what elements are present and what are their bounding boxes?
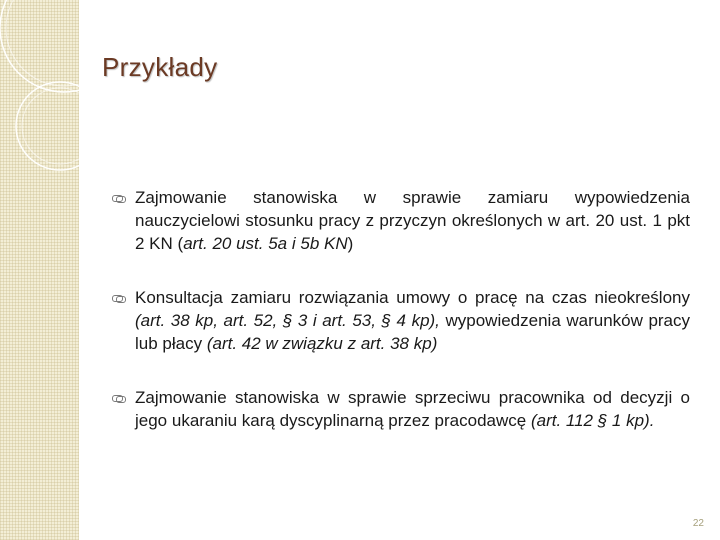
- bullet-icon: [112, 395, 125, 402]
- slide-title: Przykłady: [102, 52, 218, 82]
- bullet-list: [112, 186, 690, 432]
- bullet-text: Zajmowanie stanowiska w sprawie sprzeciwu pracownika od decyzji o jego ukaraniu karą dyscyplinarną przez pracodawcę (art. 112 § 1 kp).: [135, 388, 690, 430]
- bullet-item: [112, 386, 690, 432]
- bullet-item: [112, 286, 690, 355]
- bullet-text: Zajmowanie stanowiska w sprawie zamiaru wypowiedzenia nauczycielowi stosunku pracy z przyczyn określonych w art. 20 ust. 1 pkt 2 KN (art. 20 ust. 5a i 5b KN): [135, 188, 690, 253]
- bullet-text: Konsultacja zamiaru rozwiązania umowy o pracę na czas nieokreślony (art. 38 kp, art. 52, § 3 i art. 53, § 4 kp), wypowiedzenia warunków pracy lub płacy (art. 42 w związku z art. 38 kp): [135, 288, 691, 353]
- bullet-icon: [112, 195, 125, 202]
- bullet-item: [112, 186, 690, 255]
- bullet-icon: [112, 295, 125, 302]
- page-number: 22: [692, 518, 704, 529]
- decorative-circles: [0, 0, 180, 200]
